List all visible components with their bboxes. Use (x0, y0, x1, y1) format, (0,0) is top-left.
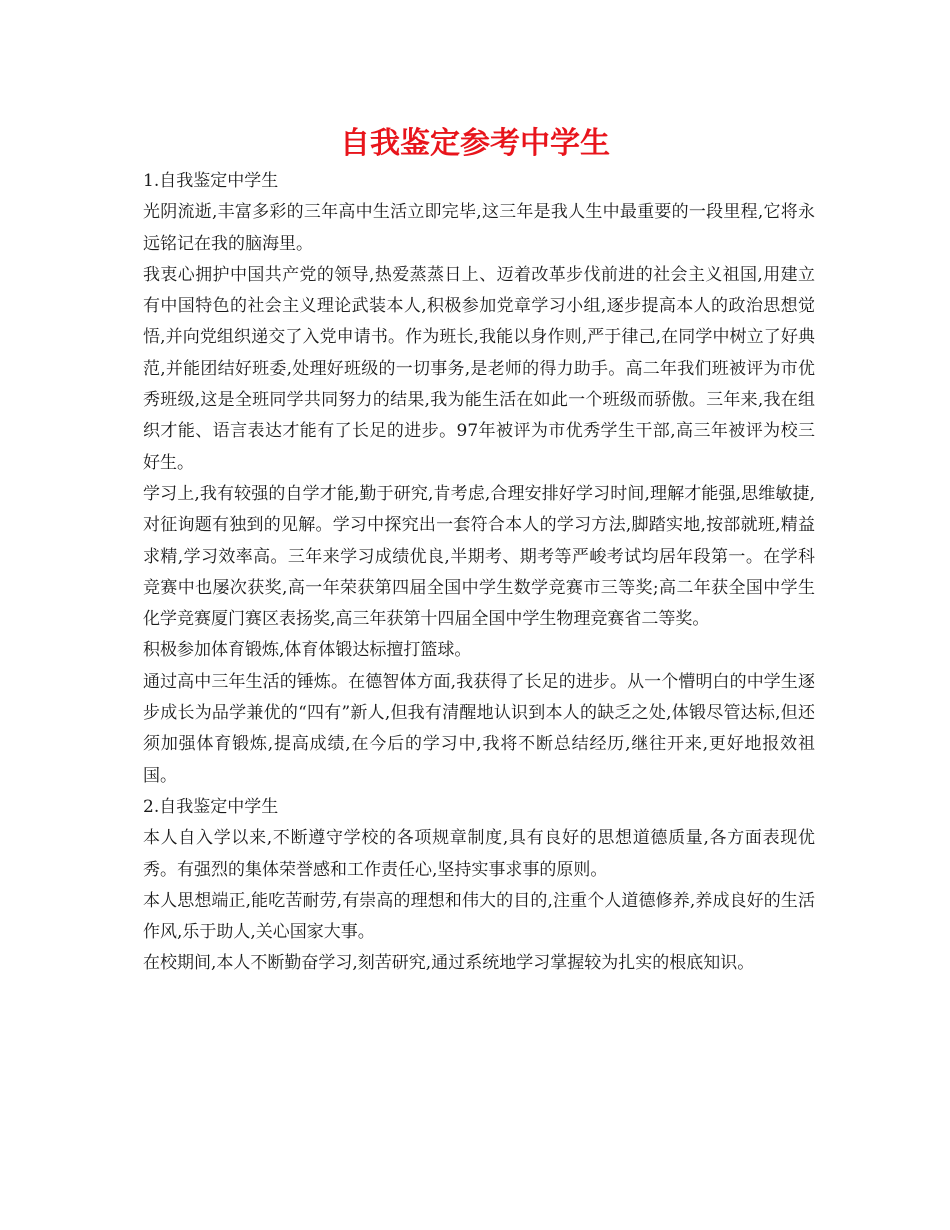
body-paragraph: 本人思想端正,能吃苦耐劳,有崇高的理想和伟大的目的,注重个人道德修养,养成良好的生活作风,乐于助人,关心国家大事。 (143, 890, 815, 943)
body-paragraph: 光阴流逝,丰富多彩的三年高中生活立即完毕,这三年是我人生中最重要的一段里程,它将永远铭记在我的脑海里。 (143, 202, 815, 254)
body-paragraph: 学习上,我有较强的自学才能,勤于研究,肯考虑,合理安排好学习时间,理解才能强,思维敏捷,对征询题有独到的见解。学习中探究出一套符合本人的学习方法,脚踏实地,按部就班,精益求精,学习效率高。三年来学习成绩优良,半期考、期考等严峻考试均居年段第一。在学科竞赛中也屡次获奖,高一年荣获第四届全国中学生数学竞赛市三等奖;高二年获全国中学生化学竞赛厦门赛区表扬奖,高三年获第十四届全国中学生物理竞赛省二等奖。 (143, 483, 815, 630)
body-paragraph: 我衷心拥护中国共产党的领导,热爱蒸蒸日上、迈着改革步伐前进的社会主义祖国,用建立有中国特色的社会主义理论武装本人,积极参加党章学习小组,逐步提高本人的政治思想觉悟,并向党组织递交了入党申请书。作为班长,我能以身作则,严于律己,在同学中树立了好典范,并能团结好班委,处理好班级的一切事务,是老师的得力助手。高二年我们班被评为市优秀班级,这是全班同学共同努力的结果,我为能生活在如此一个班级而骄傲。三年来,我在组织才能、语言表达才能有了长足的进步。97年被评为市优秀学生干部,高三年被评为校三好生。 (143, 264, 815, 473)
document-body (143, 166, 815, 980)
body-paragraph: 在校期间,本人不断勤奋学习,刻苦研究,通过系统地学习掌握较为扎实的根底知识。 (143, 953, 755, 974)
body-paragraph: 本人自入学以来,不断遵守学校的各项规章制度,具有良好的思想道德质量,各方面表现优秀。有强烈的集体荣誉感和工作责任心,坚持实事求事的原则。 (143, 828, 815, 880)
body-paragraph: 通过高中三年生活的锤炼。在德智体方面,我获得了长足的进步。从一个懵明白的中学生逐步成长为品学兼优的“四有”新人,但我有清醒地认识到本人的缺乏之处,体锻尽管达标,但还须加强体育锻炼,提高成绩,在今后的学习中,我将不断总结经历,继往开来,更好地报效祖国。 (143, 671, 815, 786)
section-heading: 1.自我鉴定中学生 (143, 171, 279, 191)
section-heading: 2.自我鉴定中学生 (143, 796, 279, 817)
body-paragraph: 积极参加体育锻炼,体育体锻达标擅打篮球。 (143, 640, 472, 661)
document-title: 自我鉴定参考中学生 (340, 126, 610, 161)
